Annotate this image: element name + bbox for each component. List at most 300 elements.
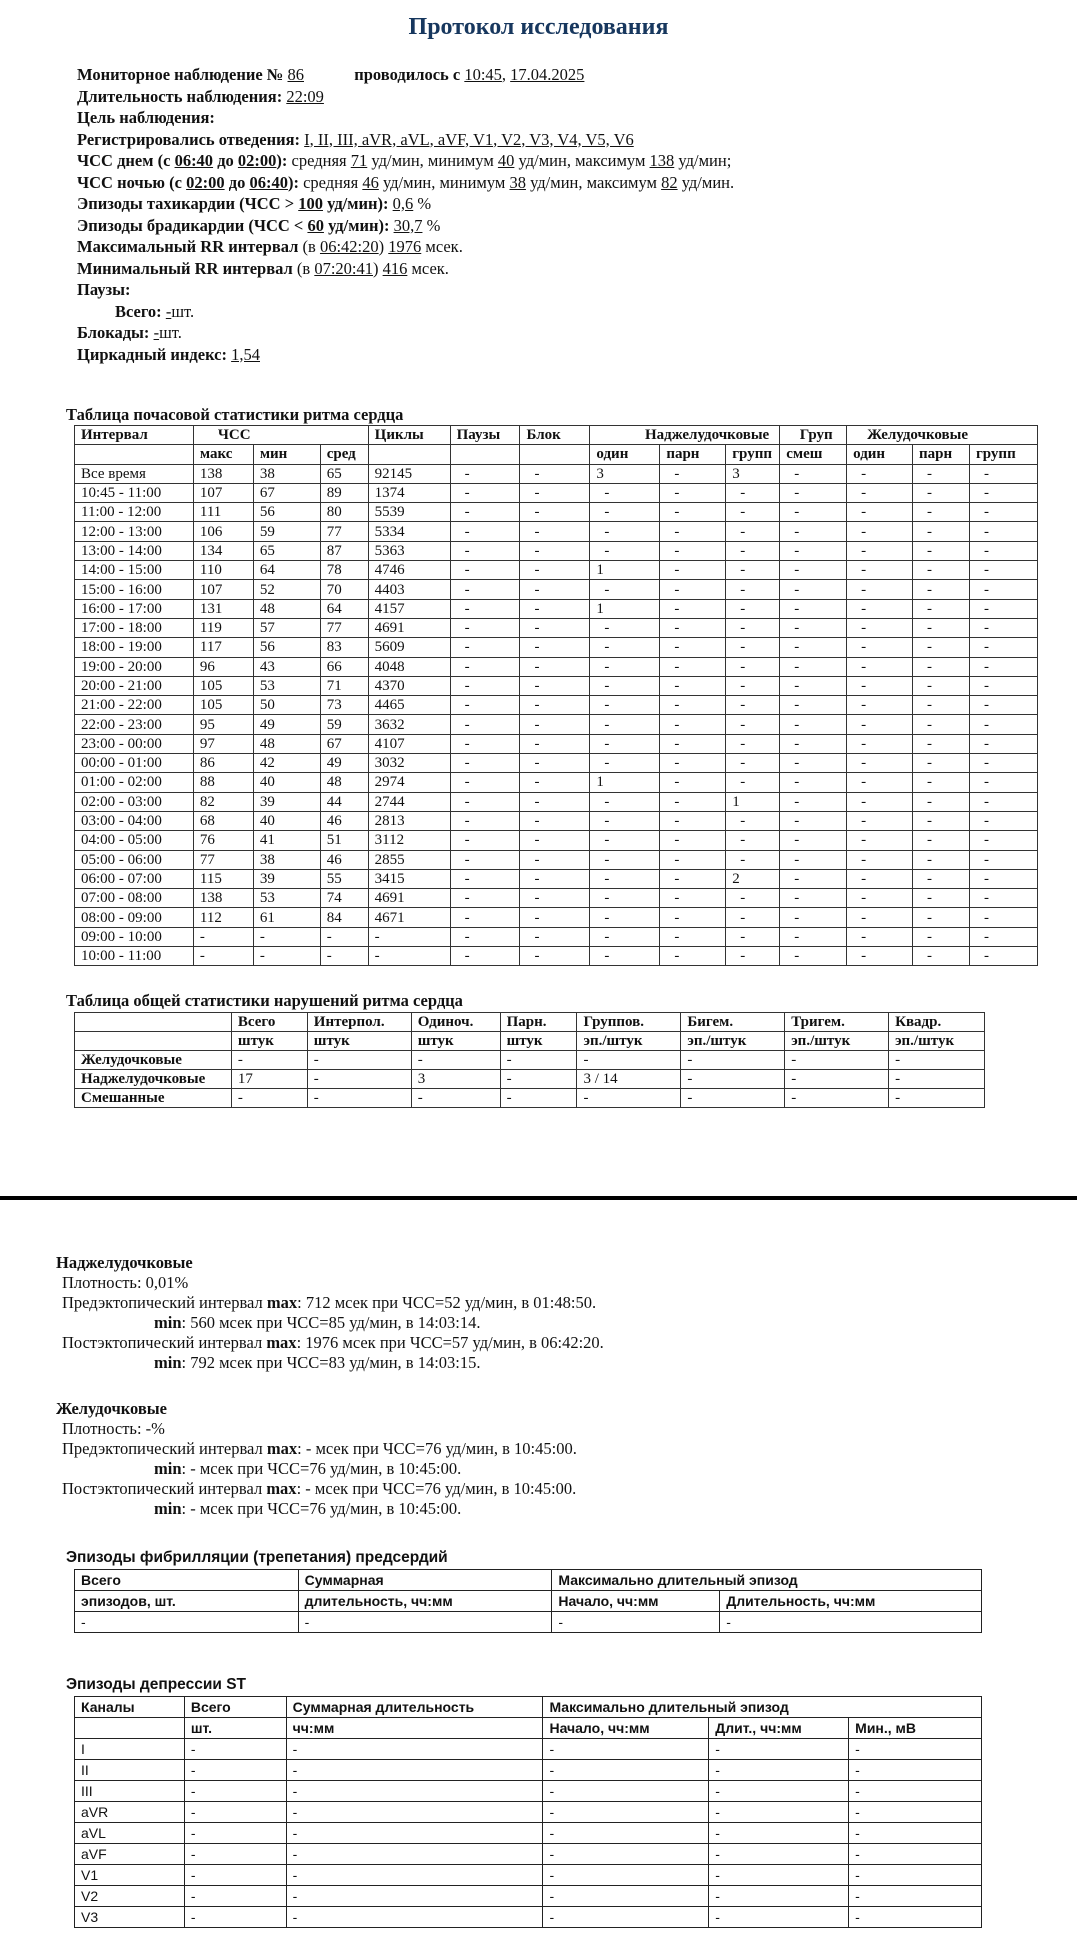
table-cell: -: [660, 889, 726, 908]
table-cell: -: [660, 483, 726, 502]
table-cell: -: [590, 734, 660, 753]
table-cell: -: [450, 715, 520, 734]
table-cell: 107: [193, 483, 253, 502]
page-title: Протокол исследования: [408, 14, 669, 40]
table-cell: макс: [193, 445, 253, 464]
table-cell: -: [577, 1089, 681, 1108]
table-cell: -: [709, 1781, 849, 1802]
table-cell: 97: [193, 734, 253, 753]
table-cell: -: [969, 599, 1037, 618]
table-cell: 52: [253, 580, 320, 599]
table-cell: 77: [193, 850, 253, 869]
table-cell: -: [849, 1907, 982, 1928]
table-cell: -: [450, 889, 520, 908]
table-cell: -: [780, 676, 847, 695]
table-row: [75, 503, 1038, 522]
table-cell: шт.: [184, 1718, 286, 1739]
table-cell: 46: [320, 811, 368, 830]
table-cell: -: [780, 561, 847, 580]
table-row: [75, 580, 1038, 599]
table-cell: -: [726, 561, 780, 580]
table-cell: -: [709, 1844, 849, 1865]
table-cell: -: [726, 773, 780, 792]
table-cell: -: [286, 1907, 543, 1928]
table-cell: 55: [320, 869, 368, 888]
table-row: [75, 483, 1038, 502]
sv-pre-max: Предэктопический интервал max: 712 мсек при ЧСС=52 уд/мин, в 01:48:50.: [62, 1293, 597, 1312]
sv-density: Плотность: 0,01%: [62, 1273, 189, 1292]
table-cell: Все время: [75, 464, 194, 483]
table-cell: -: [780, 947, 847, 966]
table-cell: Смешанные: [75, 1089, 232, 1108]
table-cell: 16:00 - 17:00: [75, 599, 194, 618]
table-cell: -: [450, 773, 520, 792]
table-cell: -: [450, 734, 520, 753]
table-cell: -: [450, 503, 520, 522]
table-cell: -: [847, 773, 913, 792]
table-cell: 3415: [368, 869, 450, 888]
table-cell: 107: [193, 580, 253, 599]
table-cell: -: [847, 889, 913, 908]
max-rr-line: Максимальный RR интервал (в 06:42:20) 1976 мсек.: [77, 237, 463, 256]
table-cell: -: [520, 676, 590, 695]
table-cell: -: [450, 657, 520, 676]
table-cell: Тригем.: [785, 1013, 889, 1032]
table-cell: -: [543, 1760, 709, 1781]
table-cell: -: [780, 483, 847, 502]
sv-pre-min: min: 560 мсек при ЧСС=85 уд/мин, в 14:03:14.: [154, 1313, 481, 1332]
table-cell: 68: [193, 811, 253, 830]
table-cell: парн: [660, 445, 726, 464]
table-cell: 1: [590, 599, 660, 618]
table-cell: -: [184, 1802, 286, 1823]
table-cell: -: [184, 1886, 286, 1907]
table-cell: -: [709, 1865, 849, 1886]
table-cell: -: [520, 754, 590, 773]
table-cell: -: [590, 638, 660, 657]
table-cell: -: [286, 1802, 543, 1823]
table-cell: -: [368, 927, 450, 946]
hr-night-line: ЧСС ночью (с 02:00 до 06:40): средняя 46 уд/мин, минимум 38 уд/мин, максимум 82 уд/мин.: [77, 172, 735, 192]
table-cell: -: [307, 1089, 411, 1108]
table-cell: 1: [590, 561, 660, 580]
table-cell: -: [913, 503, 970, 522]
table-cell: -: [520, 773, 590, 792]
duration-line: Длительность наблюдения: 22:09: [77, 86, 324, 106]
table-row: [75, 754, 1038, 773]
table-cell: -: [849, 1886, 982, 1907]
table-cell: 53: [253, 676, 320, 695]
duration-value: 22:09: [286, 86, 324, 106]
table-cell: -: [520, 869, 590, 888]
table-row: [75, 522, 1038, 541]
table-cell: 86: [193, 754, 253, 773]
table-cell: -: [184, 1823, 286, 1844]
table-cell: 21:00 - 22:00: [75, 696, 194, 715]
table-cell: 67: [253, 483, 320, 502]
table-cell: 40: [253, 773, 320, 792]
table-cell: 2974: [368, 773, 450, 792]
table-cell: -: [590, 811, 660, 830]
table-cell: -: [913, 754, 970, 773]
table-row: [75, 618, 1038, 637]
table-cell: 105: [193, 676, 253, 695]
table-cell: -: [847, 850, 913, 869]
col-ventricular: Желудочковые: [847, 426, 1038, 445]
table-cell: 09:00 - 10:00: [75, 927, 194, 946]
table-cell: -: [681, 1089, 785, 1108]
table-cell: -: [969, 947, 1037, 966]
table-cell: -: [660, 618, 726, 637]
table-row: [75, 947, 1038, 966]
table-cell: 2813: [368, 811, 450, 830]
col-block: Блок: [520, 426, 590, 445]
table-cell: 111: [193, 503, 253, 522]
table-cell: -: [847, 947, 913, 966]
table-cell: -: [913, 618, 970, 637]
col-supraventricular: Наджелудочковые: [590, 426, 780, 445]
table-cell: -: [849, 1802, 982, 1823]
table-cell: -: [590, 889, 660, 908]
table-cell: 01:00 - 02:00: [75, 773, 194, 792]
blocks-line: Блокады: -шт.: [77, 323, 182, 342]
table-cell: 80: [320, 503, 368, 522]
hr-day-line: ЧСС днем (с 06:40 до 02:00): средняя 71 уд/мин, минимум 40 уд/мин, максимум 138 уд/мин;: [77, 151, 732, 170]
table-cell: 117: [193, 638, 253, 657]
table-cell: -: [590, 908, 660, 927]
table-cell: -: [520, 734, 590, 753]
st-header-row-1: Каналы Всего Суммарная длительность Максимально длительный эпизод: [75, 1697, 982, 1718]
table-cell: 4671: [368, 908, 450, 927]
table-row: [75, 927, 1038, 946]
circadian-line: Циркадный индекс: 1,54: [77, 344, 260, 364]
table-cell: -: [847, 503, 913, 522]
table-cell: aVL: [75, 1823, 185, 1844]
af-header-row-2: эпизодов, шт. длительность, чч:мм Начало, чч:мм Длительность, чч:мм: [75, 1591, 982, 1612]
table-cell: -: [286, 1760, 543, 1781]
table-cell: -: [913, 908, 970, 927]
table-cell: -: [847, 580, 913, 599]
table-cell: 131: [193, 599, 253, 618]
table-cell: -: [780, 638, 847, 657]
table-cell: -: [780, 754, 847, 773]
table-cell: 50: [253, 696, 320, 715]
table-row: [75, 908, 1038, 927]
table-cell: -: [847, 715, 913, 734]
table-cell: -: [969, 580, 1037, 599]
table-cell: -: [193, 927, 253, 946]
table-cell: -: [520, 561, 590, 580]
table-cell: 41: [253, 831, 320, 850]
table-cell: 65: [253, 541, 320, 560]
table-cell: -: [780, 811, 847, 830]
general-stats-table: [74, 1012, 985, 1108]
table-cell: 105: [193, 696, 253, 715]
table-cell: -: [969, 773, 1037, 792]
col-cycles: Циклы: [368, 426, 450, 445]
table-cell: 23:00 - 00:00: [75, 734, 194, 753]
table-cell: -: [913, 599, 970, 618]
col-group: Груп: [780, 426, 847, 445]
table-cell: 4157: [368, 599, 450, 618]
table-cell: 138: [193, 464, 253, 483]
table-cell: -: [231, 1089, 307, 1108]
table-cell: -: [726, 657, 780, 676]
table-cell: -: [590, 541, 660, 560]
pauses-label: Паузы:: [77, 280, 131, 299]
table-cell: -: [847, 754, 913, 773]
col-pauses: Паузы: [450, 426, 520, 445]
table-cell: 13:00 - 14:00: [75, 541, 194, 560]
table-cell: -: [184, 1907, 286, 1928]
table-cell: 67: [320, 734, 368, 753]
table-cell: -: [726, 811, 780, 830]
v-pre-min: min: - мсек при ЧСС=76 уд/мин, в 10:45:00.: [154, 1459, 462, 1478]
table-cell: 84: [320, 908, 368, 927]
table-cell: 66: [320, 657, 368, 676]
table-cell: 4691: [368, 889, 450, 908]
table-cell: -: [660, 947, 726, 966]
table-cell: смеш: [780, 445, 847, 464]
table-cell: 44: [320, 792, 368, 811]
table-cell: [75, 1718, 185, 1739]
table-cell: -: [847, 676, 913, 695]
table-cell: -: [913, 927, 970, 946]
table-cell: 46: [320, 850, 368, 869]
table-cell: -: [450, 464, 520, 483]
table-cell: -: [450, 522, 520, 541]
table-cell: -: [660, 580, 726, 599]
table-row: [75, 831, 1038, 850]
table-cell: -: [969, 638, 1037, 657]
table-cell: -: [913, 580, 970, 599]
table-cell: 119: [193, 618, 253, 637]
table-cell: сред: [320, 445, 368, 464]
table-cell: -: [969, 464, 1037, 483]
table-cell: 5334: [368, 522, 450, 541]
table-cell: 89: [320, 483, 368, 502]
table-cell: -: [847, 561, 913, 580]
table-cell: -: [726, 696, 780, 715]
table-cell: 12:00 - 13:00: [75, 522, 194, 541]
table-cell: 06:00 - 07:00: [75, 869, 194, 888]
table-cell: -: [543, 1844, 709, 1865]
table-cell: -: [780, 792, 847, 811]
brady-line: Эпизоды брадикардии (ЧСС < 60 уд/мин): 30,7 %: [77, 215, 441, 235]
table-cell: -: [726, 754, 780, 773]
general-table-title: Таблица общей статистики нарушений ритма сердца: [66, 991, 463, 1010]
table-row: [75, 715, 1038, 734]
summary-block: [77, 64, 734, 365]
table-cell: -: [969, 869, 1037, 888]
v-title: Желудочковые: [56, 1399, 167, 1418]
table-cell: 73: [320, 696, 368, 715]
table-cell: -: [660, 599, 726, 618]
table-cell: 48: [253, 599, 320, 618]
table-cell: -: [660, 696, 726, 715]
table-cell: -: [847, 696, 913, 715]
table-cell: 17:00 - 18:00: [75, 618, 194, 637]
table-cell: -: [520, 947, 590, 966]
table-cell: -: [847, 599, 913, 618]
table-row: [75, 734, 1038, 753]
table-row: [75, 464, 1038, 483]
table-cell: [75, 1032, 232, 1051]
table-cell: 1: [726, 792, 780, 811]
table-cell: [75, 1013, 232, 1032]
table-row: [75, 1823, 982, 1844]
sv-post-max: Постэктопический интервал max: 1976 мсек при ЧСС=57 уд/мин, в 06:42:20.: [62, 1333, 604, 1352]
table-cell: 77: [320, 522, 368, 541]
table-cell: -: [913, 831, 970, 850]
table-cell: -: [780, 773, 847, 792]
af-episodes-table: [74, 1569, 982, 1633]
table-cell: -: [969, 618, 1037, 637]
table-cell: -: [450, 831, 520, 850]
table-cell: -: [913, 811, 970, 830]
table-cell: -: [590, 792, 660, 811]
table-cell: 42: [253, 754, 320, 773]
table-cell: -: [543, 1907, 709, 1928]
table-cell: -: [709, 1802, 849, 1823]
table-cell: -: [913, 715, 970, 734]
table-cell: -: [660, 561, 726, 580]
table-cell: штук: [500, 1032, 577, 1051]
table-cell: -: [543, 1781, 709, 1802]
table-cell: 76: [193, 831, 253, 850]
table-cell: 74: [320, 889, 368, 908]
table-cell: -: [450, 850, 520, 869]
table-cell: -: [450, 947, 520, 966]
tachy-line: Эпизоды тахикардии (ЧСС > 100 уд/мин): 0,6 %: [77, 194, 432, 213]
table-cell: -: [969, 908, 1037, 927]
table-cell: -: [780, 850, 847, 869]
table-cell: -: [450, 927, 520, 946]
table-cell: -: [320, 927, 368, 946]
table-cell: -: [660, 792, 726, 811]
table-cell: V1: [75, 1865, 185, 1886]
col-hr: ЧСС: [193, 426, 368, 445]
table-row: [75, 561, 1038, 580]
table-row: [75, 811, 1038, 830]
table-cell: 22:00 - 23:00: [75, 715, 194, 734]
ventricular-section: [56, 1399, 577, 1519]
table-cell: 1: [590, 773, 660, 792]
table-cell: -: [450, 754, 520, 773]
hourly-table-title: Таблица почасовой статистики ритма сердца: [66, 405, 404, 424]
table-cell: 2744: [368, 792, 450, 811]
table-cell: 2: [726, 869, 780, 888]
table-cell: -: [726, 618, 780, 637]
table-cell: -: [969, 889, 1037, 908]
table-cell: -: [709, 1823, 849, 1844]
table-cell: -: [590, 754, 660, 773]
table-cell: 3 / 14: [577, 1070, 681, 1089]
table-cell: -: [193, 947, 253, 966]
table-cell: -: [520, 831, 590, 850]
table-cell: мин: [253, 445, 320, 464]
table-cell: -: [785, 1070, 889, 1089]
table-cell: -: [660, 927, 726, 946]
table-cell: -: [913, 657, 970, 676]
table-cell: -: [780, 522, 847, 541]
table-cell: 4370: [368, 676, 450, 695]
table-cell: -: [849, 1781, 982, 1802]
table-cell: -: [543, 1823, 709, 1844]
table-cell: -: [450, 483, 520, 502]
goal-line: Цель наблюдения:: [77, 108, 215, 127]
table-cell: 19:00 - 20:00: [75, 657, 194, 676]
table-cell: 53: [253, 889, 320, 908]
table-cell: -: [286, 1844, 543, 1865]
table-cell: Желудочковые: [75, 1051, 232, 1070]
table-cell: -: [660, 908, 726, 927]
table-cell: -: [253, 947, 320, 966]
table-cell: Мин., мВ: [849, 1718, 982, 1739]
table-cell: -: [184, 1865, 286, 1886]
table-cell: 4465: [368, 696, 450, 715]
table-cell: 4746: [368, 561, 450, 580]
table-cell: -: [726, 522, 780, 541]
table-cell: -: [660, 503, 726, 522]
table-row: [75, 1070, 985, 1089]
table-cell: 4107: [368, 734, 450, 753]
table-row: [75, 1844, 982, 1865]
table-row: [75, 1760, 982, 1781]
table-cell: -: [520, 657, 590, 676]
table-cell: -: [590, 676, 660, 695]
v-pre-max: Предэктопический интервал max: - мсек при ЧСС=76 уд/мин, в 10:45:00.: [62, 1439, 577, 1458]
table-cell: 17: [231, 1070, 307, 1089]
table-cell: -: [913, 947, 970, 966]
general-header-row-1: [75, 1013, 985, 1032]
table-row: [75, 1739, 982, 1760]
table-cell: 65: [320, 464, 368, 483]
table-cell: 56: [253, 638, 320, 657]
table-cell: Одиноч.: [411, 1013, 500, 1032]
table-cell: -: [726, 541, 780, 560]
table-cell: -: [681, 1051, 785, 1070]
table-cell: -: [450, 599, 520, 618]
table-cell: -: [849, 1865, 982, 1886]
table-cell: V3: [75, 1907, 185, 1928]
table-cell: -: [709, 1760, 849, 1781]
table-cell: 110: [193, 561, 253, 580]
table-cell: 95: [193, 715, 253, 734]
table-cell: -: [847, 811, 913, 830]
table-row: [75, 792, 1038, 811]
leads-line: Регистрировались отведения: I, II, III, aVR, aVL, aVF, V1, V2, V3, V4, V5, V6: [77, 129, 634, 149]
table-cell: -: [785, 1051, 889, 1070]
table-cell: один: [847, 445, 913, 464]
table-cell: штук: [411, 1032, 500, 1051]
table-cell: -: [660, 464, 726, 483]
table-cell: -: [847, 869, 913, 888]
table-cell: чч:мм: [286, 1718, 543, 1739]
table-cell: -: [849, 1739, 982, 1760]
table-cell: 04:00 - 05:00: [75, 831, 194, 850]
table-cell: 2855: [368, 850, 450, 869]
table-cell: -: [520, 503, 590, 522]
table-cell: -: [780, 869, 847, 888]
table-cell: -: [969, 927, 1037, 946]
table-cell: штук: [231, 1032, 307, 1051]
monitor-number: 86: [287, 65, 304, 84]
table-cell: -: [969, 715, 1037, 734]
table-cell: -: [660, 522, 726, 541]
table-row: [75, 1089, 985, 1108]
table-cell: -: [847, 908, 913, 927]
